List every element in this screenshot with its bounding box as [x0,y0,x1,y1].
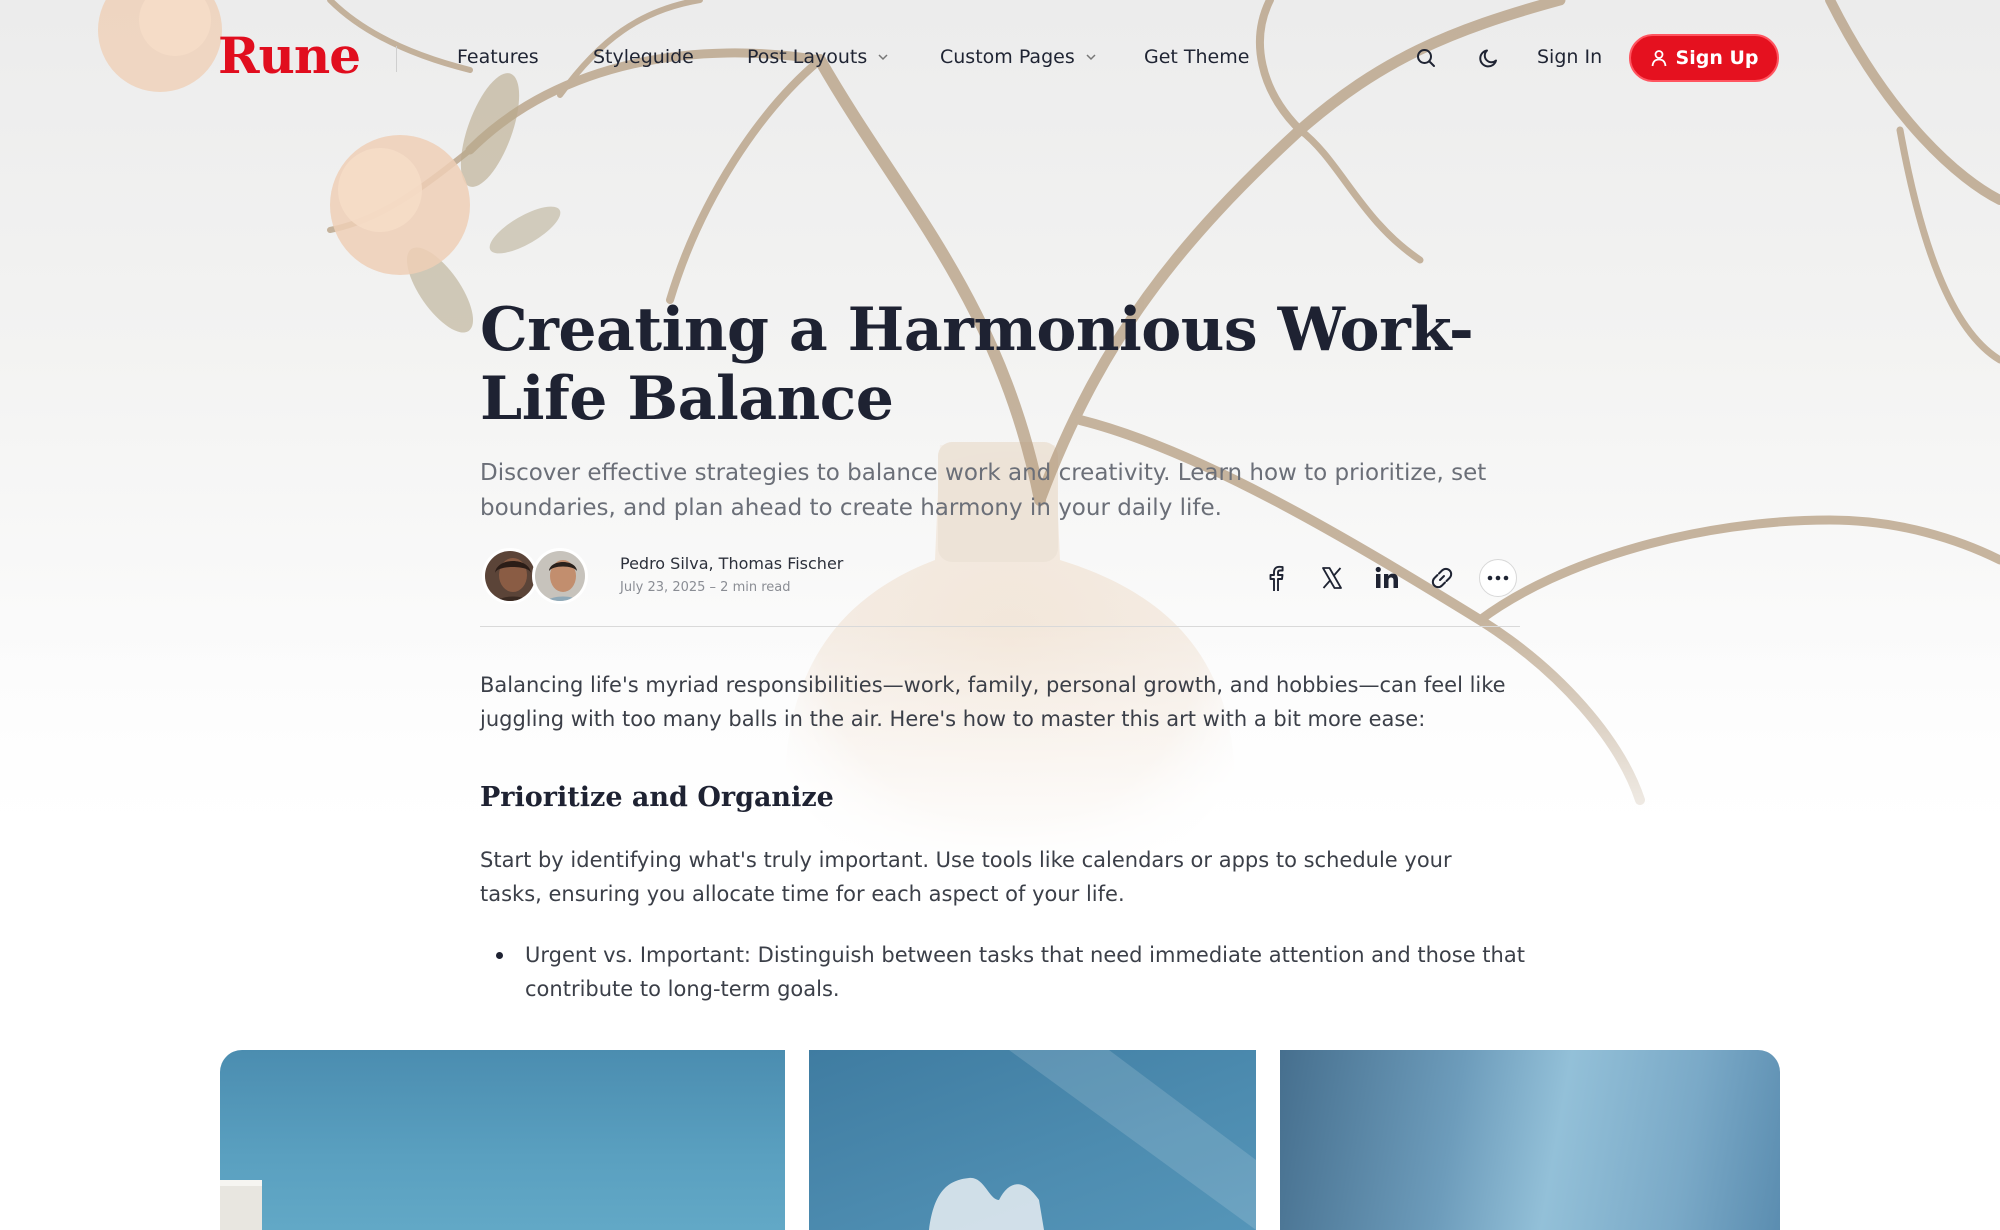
search-icon [1414,46,1438,70]
nav-item-post-layouts[interactable] [747,46,889,68]
bullet-dot [496,952,503,959]
list-item-text: Urgent vs. Important: Distinguish between tasks that need immediate attention and those that contribute to long-term goals. [525,943,1525,1001]
gallery-image-2[interactable] [809,1050,1256,1230]
chevron-down-icon [877,51,889,63]
nav-item-label: Get Theme [1144,46,1250,68]
article-title: Creating a Harmonious Work-Life Balance [480,295,1474,434]
link-icon [1428,564,1456,592]
avatar-image [485,551,538,604]
sign-up-button[interactable] [1629,34,1779,82]
gallery-image-art [809,1050,1256,1230]
share-linkedin-button[interactable] [1369,560,1405,596]
byline-divider [480,626,1520,627]
theme-toggle-button[interactable] [1473,42,1505,74]
user-icon [1650,49,1668,67]
nav-item-label: Styleguide [593,46,694,68]
gallery-image-art [220,1050,785,1230]
author-names[interactable]: Pedro Silva, Thomas Fischer [620,554,844,573]
article-meta: July 23, 2025 – 2 min read [620,580,791,595]
article-byline [480,548,1520,610]
author-avatar-thomas[interactable] [532,548,588,604]
facebook-icon [1264,564,1288,592]
section-heading: Prioritize and Organize [480,782,834,813]
logo-divider [396,46,397,72]
nav-item-custom-pages[interactable] [940,46,1097,68]
more-icon [1486,574,1510,582]
share-x-button[interactable] [1314,560,1350,596]
nav-item-label: Post Layouts [747,46,868,68]
share-facebook-button[interactable] [1258,560,1294,596]
search-button[interactable] [1410,42,1442,74]
sign-up-label: Sign Up [1675,47,1759,69]
site-logo[interactable]: Rune [218,26,361,85]
nav-item-get-theme[interactable] [1144,46,1249,68]
author-avatar-pedro[interactable] [482,548,538,604]
nav-item-label: Features [457,46,539,68]
nav-item-label: Custom Pages [940,46,1075,68]
sign-in-link[interactable]: Sign In [1537,46,1603,68]
x-icon [1320,566,1344,590]
article-subtitle: Discover effective strategies to balance work and creativity. Learn how to prioritize, set boundaries, and plan ahead to create harmony in your daily life. [480,460,1487,521]
nav-item-features[interactable] [457,46,539,68]
section-paragraph: Start by identifying what's truly important. Use tools like calendars or apps to schedule your tasks, ensuring you allocate time for each aspect of your life. [480,848,1452,906]
more-share-button[interactable] [1479,559,1517,597]
avatar-image [535,551,588,604]
linkedin-icon [1374,565,1400,591]
copy-link-button[interactable] [1424,560,1460,596]
gallery-image-1[interactable] [220,1050,785,1230]
site-header [0,0,2000,116]
moon-icon [1477,46,1501,70]
chevron-down-icon [1085,51,1097,63]
intro-paragraph: Balancing life's myriad responsibilities—work, family, personal growth, and hobbies—can feel like juggling with too many balls in the air. Here's how to master this art with a bit more ease: [480,673,1506,731]
gallery-image-3[interactable] [1280,1050,1780,1230]
nav-item-styleguide[interactable] [593,46,694,68]
